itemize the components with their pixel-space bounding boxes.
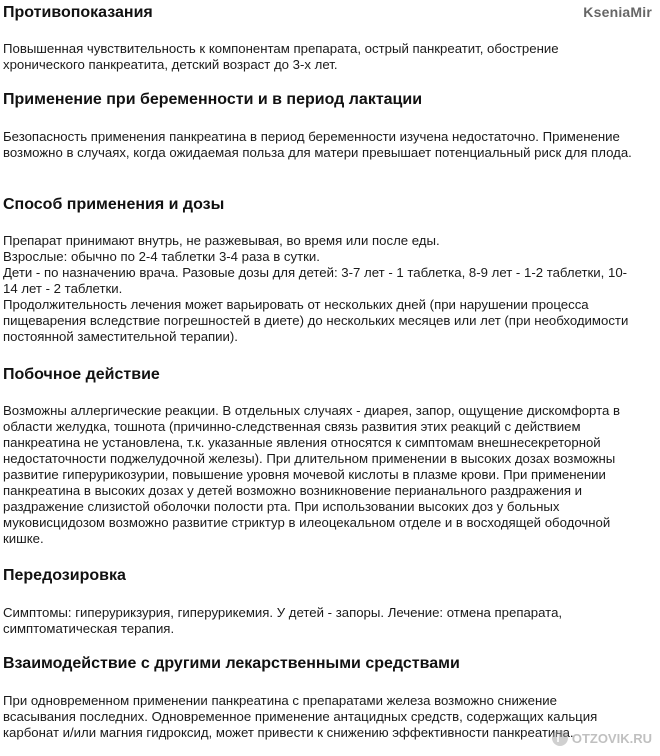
- section-heading: Взаимодействие с другими лекарственными средствами: [3, 655, 460, 672]
- section-dosage: [3, 195, 633, 345]
- section-paragraph: Препарат принимают внутрь, не разжевывая, во время или после еды.: [3, 233, 440, 248]
- site-logo-icon: [552, 730, 568, 746]
- section-interactions: [3, 654, 633, 741]
- section-overdose: [3, 566, 633, 637]
- section-contraindications: [3, 3, 633, 73]
- section-paragraph: Повышенная чувствительность к компонентам препарата, острый панкреатит, обострение хронического панкреатита, детский возраст до 3-х лет.: [3, 41, 559, 72]
- section-heading: Противопоказания: [3, 4, 153, 21]
- section-paragraph: Дети - по назначению врача. Разовые дозы для детей: 3-7 лет - 1 таблетка, 8-9 лет - 1-2 таблетки, 10-14 лет - 2 таблетки.: [3, 265, 628, 296]
- section-side-effects: [3, 365, 633, 547]
- section-heading: Способ применения и дозы: [3, 196, 225, 213]
- section-heading: Применение при беременности и в период лактации: [3, 91, 423, 108]
- watermark-site: [552, 730, 652, 746]
- section-heading: Передозировка: [3, 567, 126, 584]
- section-paragraph: Безопасность применения панкреатина в период беременности изучена недостаточно. Применение возможно в случаях, когда ожидаемая польза для матери превышает потенциальный риск для плода.: [3, 129, 632, 160]
- section-paragraph: Продолжительность лечения может варьировать от нескольких дней (при нарушении процесса пищеварения вследствие погрешностей в диете) до нескольких месяцев или лет (при необходимости постоянной заместительной терапии).: [3, 297, 629, 344]
- section-paragraph: Взрослые: обычно по 2-4 таблетки 3-4 раза в сутки.: [3, 249, 320, 264]
- section-paragraph: При одновременном применении панкреатина с препаратами железа возможно снижение всасывания последних. Одновременное применение антацидных средств, содержащих кальция карбонат и/или магния гидроксид, может привести к снижению эффективности панкреатина.: [3, 693, 598, 740]
- section-heading: Побочное действие: [3, 366, 160, 383]
- watermark-site-label: OTZOVIK.RU: [571, 730, 652, 746]
- section-pregnancy: [3, 90, 633, 161]
- section-paragraph: Возможны аллергические реакции. В отдельных случаях - диарея, запор, ощущение дискомфорта в области желудка, тошнота (причинно-следственная связь развития этих реакций с действием панкреатина не установлена, т.к. указанные явления относятся к симптомам внешнесекреторной недостаточности поджелудочной железы). При длительном применении в высоких дозах возможны развитие гиперурикозурии, повышение уровня мочевой кислоты в плазме крови. При применении панкреатина в высоких дозах у детей возможно возникновение перианального раздражения и раздражение слизистой оболочки полости рта. При использовании высоких доз у больных муковисцидозом возможно развитие стриктур в илеоцекальном отделе и в восходящей ободочной кишке.: [3, 403, 620, 546]
- section-paragraph: Симптомы: гиперурикзурия, гиперурикемия. У детей - запоры. Лечение: отмена препарата, симптоматическая терапия.: [3, 605, 563, 636]
- watermark-author: KseniaMir: [583, 4, 652, 20]
